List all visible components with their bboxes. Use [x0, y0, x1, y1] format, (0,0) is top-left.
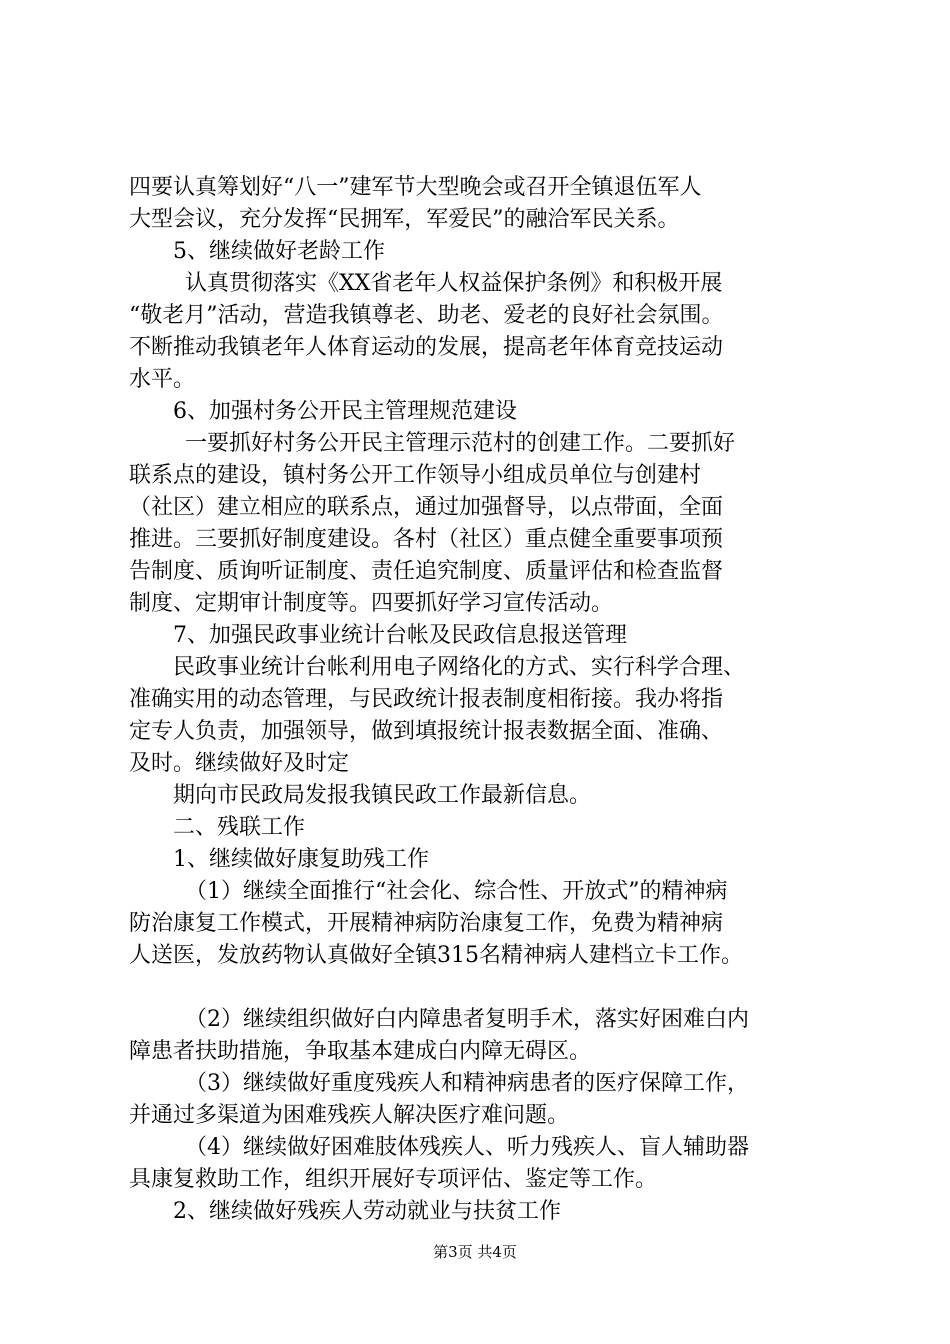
text-line: 具康复救助工作，组织开展好专项评估、鉴定等工作。	[129, 1167, 658, 1192]
text-line: 大型会议，充分发挥“民拥军，军爱民”的融洽军民关系。	[129, 207, 680, 232]
page-number-footer: 第3页 共4页	[433, 1243, 517, 1261]
text-line: （2）继续组织做好白内障患者复明手术，落实好困难白内	[185, 1007, 749, 1032]
section-heading: 2、继续做好残疾人劳动就业与扶贫工作	[173, 1199, 561, 1224]
text-line: 准确实用的动态管理，与民政统计报表制度相衔接。我办将指	[129, 687, 724, 712]
text-line: 推进。三要抓好制度建设。各村（社区）重点健全重要事项预	[129, 527, 724, 552]
text-line: （4）继续做好困难肢体残疾人、听力残疾人、盲人辅助器	[185, 1135, 749, 1160]
text-line: 认真贯彻落实《XX省老年人权益保护条例》和积极开展	[185, 271, 723, 296]
text-line: 防治康复工作模式，开展精神病防治康复工作，免费为精神病	[129, 911, 724, 936]
section-heading: 6、加强村务公开民主管理规范建设	[173, 399, 517, 424]
text-line: 及时。继续做好及时定	[129, 751, 350, 776]
text-line: 水平。	[129, 367, 196, 392]
text-line: （3）继续做好重度残疾人和精神病患者的医疗保障工作，	[185, 1071, 749, 1096]
text-line: 人送医，发放药物认真做好全镇315名精神病人建档立卡工作。	[129, 943, 743, 968]
document-body	[129, 172, 845, 1228]
blank-line	[129, 972, 845, 1004]
section-heading: 5、继续做好老龄工作	[173, 239, 385, 264]
text-line: 并通过多渠道为困难残疾人解决医疗难问题。	[129, 1103, 570, 1128]
text-line: （社区）建立相应的联系点，通过加强督导，以点带面，全面	[129, 495, 724, 520]
text-line: （1）继续全面推行“社会化、综合性、开放式”的精神病	[185, 879, 728, 904]
section-heading: 二、残联工作	[173, 815, 306, 840]
text-line: 告制度、质询听证制度、责任追究制度、质量评估和检查监督	[129, 559, 724, 584]
text-line: 定专人负责，加强领导，做到填报统计报表数据全面、准确、	[129, 719, 724, 744]
text-line: 不断推动我镇老年人体育运动的发展，提高老年体育竞技运动	[129, 335, 724, 360]
text-line: 一要抓好村务公开民主管理示范村的创建工作。二要抓好	[185, 431, 736, 456]
section-heading: 1、继续做好康复助残工作	[173, 847, 429, 872]
text-line: 四要认真筹划好“八一”建军节大型晚会或召开全镇退伍军人	[129, 175, 702, 200]
text-line: 障患者扶助措施，争取基本建成白内障无碍区。	[129, 1039, 592, 1064]
section-heading: 7、加强民政事业统计台帐及民政信息报送管理	[173, 623, 627, 648]
text-line: 制度、定期审计制度等。四要抓好学习宣传活动。	[129, 591, 614, 616]
text-line: 期向市民政局发报我镇民政工作最新信息。	[173, 783, 592, 808]
text-line: 联系点的建设，镇村务公开工作领导小组成员单位与创建村	[129, 463, 702, 488]
text-line: 民政事业统计台帐利用电子网络化的方式、实行科学合理、	[173, 655, 746, 680]
text-line: “敬老月”活动，营造我镇尊老、助老、爱老的良好社会氛围。	[129, 303, 724, 328]
